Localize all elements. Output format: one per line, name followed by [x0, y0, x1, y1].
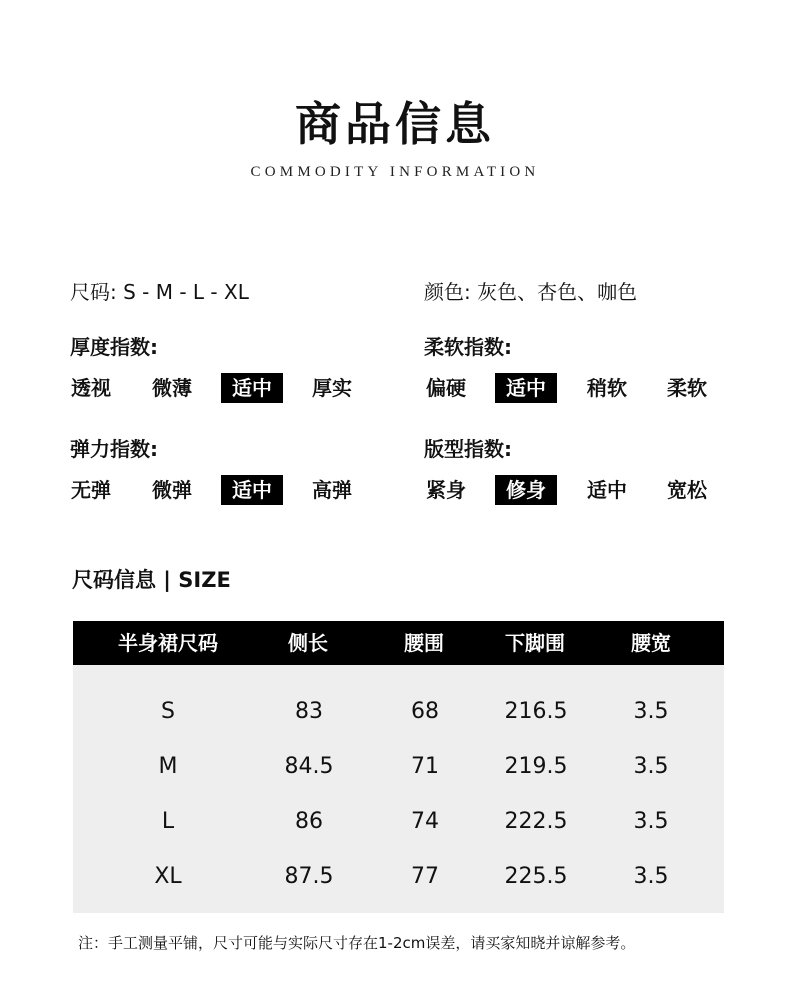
column-header-size: 半身裙尺码	[118, 631, 218, 655]
table-cell: 3.5	[633, 864, 669, 889]
size-value: S - M - L - XL	[123, 280, 249, 304]
table-header	[73, 621, 724, 665]
softness-option: 偏硬	[426, 376, 466, 400]
fit-option: 紧身	[426, 478, 466, 502]
page-title: 商品信息	[295, 97, 495, 151]
size-section-heading: 尺码信息 | SIZE	[72, 568, 231, 592]
elasticity-option: 微弹	[152, 478, 192, 502]
softness-option: 柔软	[667, 376, 707, 400]
fit-option: 适中	[587, 478, 627, 502]
size-info	[70, 280, 249, 304]
elasticity-index-label: 弹力指数:	[70, 437, 158, 461]
table-cell: XL	[154, 864, 182, 889]
table-cell: M	[158, 754, 178, 779]
elasticity-option: 适中	[221, 475, 283, 505]
thickness-option: 透视	[71, 376, 111, 400]
thickness-option: 微薄	[152, 376, 192, 400]
softness-index-label: 柔软指数:	[424, 335, 512, 359]
table-cell: 222.5	[504, 809, 568, 834]
fit-index-label: 版型指数:	[424, 437, 512, 461]
table-cell: 68	[411, 699, 439, 724]
softness-option: 稍软	[587, 376, 627, 400]
table-cell: 3.5	[633, 754, 669, 779]
table-cell: 3.5	[633, 809, 669, 834]
color-value: 灰色、杏色、咖色	[477, 280, 638, 304]
table-cell: L	[161, 809, 175, 834]
table-cell: 87.5	[284, 864, 334, 889]
fit-option: 修身	[495, 475, 557, 505]
elasticity-option: 无弹	[71, 478, 111, 502]
size-label: 尺码:	[70, 280, 117, 304]
fit-option: 宽松	[667, 478, 707, 502]
column-header-waist: 腰围	[404, 631, 444, 655]
color-label: 颜色:	[424, 280, 471, 304]
table-cell: 86	[295, 809, 323, 834]
softness-option: 适中	[495, 373, 557, 403]
table-cell: 219.5	[504, 754, 568, 779]
table-cell: 216.5	[504, 699, 568, 724]
table-cell: S	[161, 699, 175, 724]
thickness-option: 厚实	[312, 376, 352, 400]
thickness-index-label: 厚度指数:	[70, 335, 158, 359]
column-header-hem: 下脚围	[505, 631, 565, 655]
table-cell: 71	[411, 754, 439, 779]
measurement-note: 注：手工测量平铺，尺寸可能与实际尺寸存在1-2cm误差，请买家知晓并谅解参考。	[78, 934, 636, 952]
thickness-option: 适中	[221, 373, 283, 403]
table-cell: 84.5	[284, 754, 334, 779]
size-table	[73, 621, 724, 913]
table-cell: 74	[411, 809, 439, 834]
column-header-waist-width: 腰宽	[631, 631, 671, 655]
table-cell: 3.5	[633, 699, 669, 724]
elasticity-option: 高弹	[312, 478, 352, 502]
table-cell: 225.5	[504, 864, 568, 889]
column-header-side-length: 侧长	[288, 631, 328, 655]
page-subtitle: COMMODITY INFORMATION	[250, 164, 540, 180]
table-cell: 83	[295, 699, 323, 724]
table-cell: 77	[411, 864, 439, 889]
color-info	[424, 280, 637, 304]
